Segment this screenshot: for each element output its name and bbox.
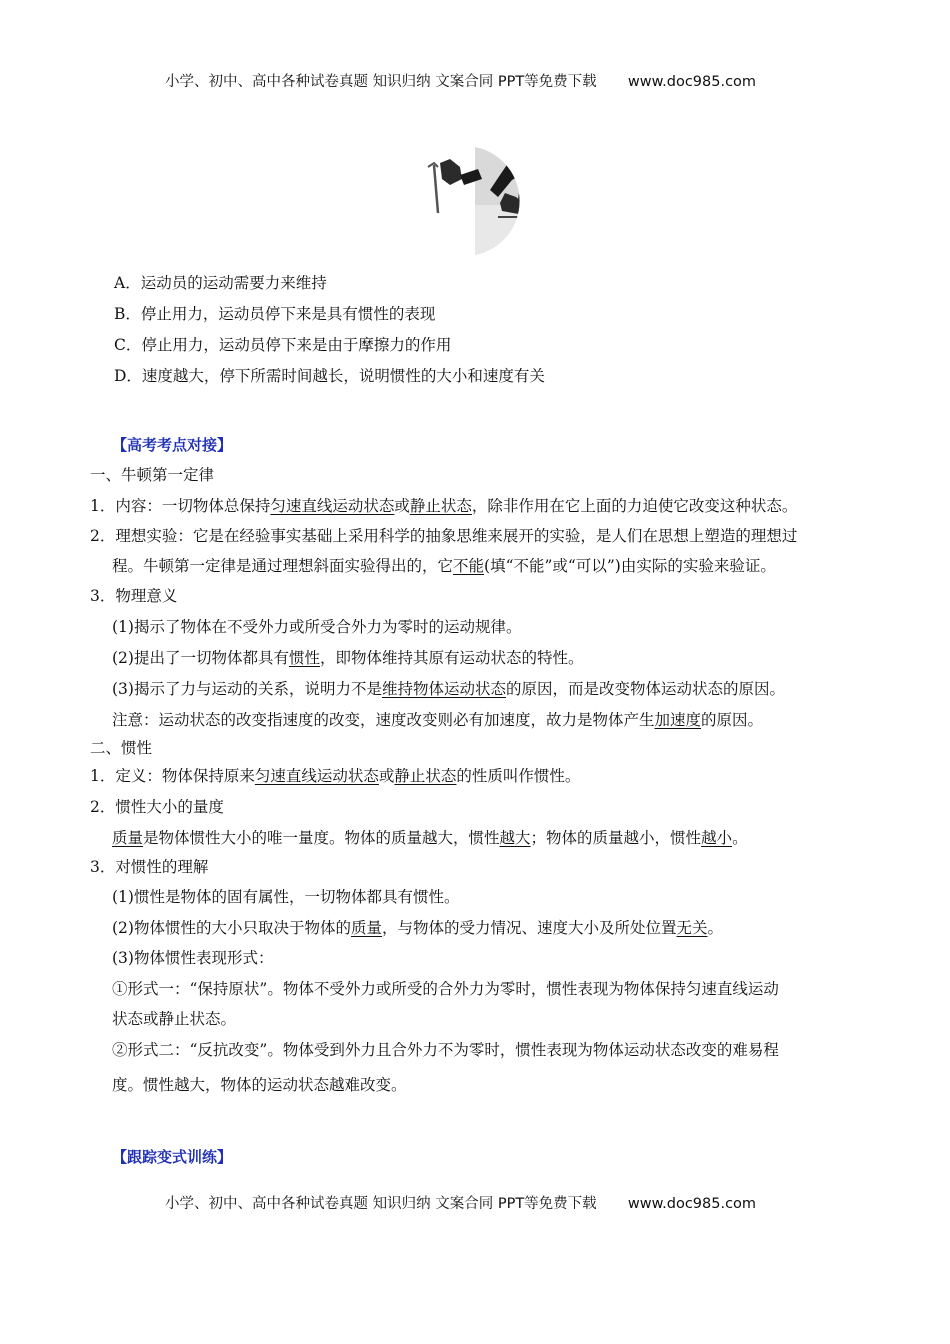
- text-span: 注意：运动状态的改变指速度的改变，速度改变则必有加速度，故力是物体产生: [112, 711, 655, 729]
- underlined-answer: 惯性: [288, 649, 320, 667]
- page-header: [165, 70, 756, 91]
- header-text: 小学、初中、高中各种试卷真题 知识归纳 文案合同 PPT等免费下载: [165, 74, 597, 90]
- p1-item2-line1: 2．理想实验：它是在经验事实基础上采用科学的抽象思维来展开的实验，是人们在思想上塑造的理想过: [90, 527, 798, 545]
- text-span: 的性质叫作惯性。: [456, 767, 581, 785]
- header-url: www.doc985.com: [627, 74, 757, 90]
- p2-sub3: (3)物体惯性表现形式：: [112, 949, 274, 967]
- p1-item2-line2: [112, 556, 776, 576]
- text-span: (3)揭示了力与运动的关系，说明力不是: [112, 680, 382, 698]
- p2-item3: 3．对惯性的理解: [90, 858, 209, 876]
- p1-item3: 3．物理意义: [90, 587, 178, 605]
- heading-inertia: 二、惯性: [90, 739, 153, 757]
- p2-item1: [90, 766, 580, 786]
- p1-note: [112, 710, 763, 730]
- p2-item2: 2．惯性大小的量度: [90, 798, 224, 816]
- text-span: 的原因。: [701, 711, 764, 729]
- underlined-answer: 匀速直线运动状态: [270, 497, 395, 515]
- section-title-gaokao: 【高考考点对接】: [112, 436, 233, 454]
- underlined-answer: 维持物体运动状态: [381, 680, 506, 698]
- text-span: (2)物体惯性的大小只取决于物体的: [112, 919, 351, 937]
- text-span: 。: [707, 919, 724, 937]
- text-span: ，除非作用在它上面的力迫使它改变这种状态。: [471, 497, 798, 515]
- underlined-answer: 质量: [350, 919, 382, 937]
- option-b: B．停止用力，运动员停下来是具有惯性的表现: [114, 305, 436, 323]
- underlined-answer: 静止状态: [394, 767, 457, 785]
- underlined-answer: 越大: [499, 829, 531, 847]
- p2-sub2: [112, 918, 723, 938]
- text-span: ，与物体的受力情况、速度大小及所处位置: [381, 919, 677, 937]
- p1-item1: [90, 496, 797, 516]
- text-span: 是物体惯性大小的唯一量度。物体的质量越大，惯性: [143, 829, 500, 847]
- p2-form2-line2: 度。惯性越大，物体的运动状态越难改变。: [112, 1076, 407, 1094]
- text-span: 。: [732, 829, 748, 847]
- text-span: (2)提出了一切物体都具有: [112, 649, 289, 667]
- text-span: ，即物体维持其原有运动状态的特性。: [319, 649, 584, 667]
- p2-form1-line1: ①形式一：“保持原状”。物体不受外力或所受的合外力为零时，惯性表现为物体保持匀速直线运动: [112, 980, 779, 998]
- text-span: (填“不能”或“可以”)由实际的实验来验证。: [484, 557, 776, 575]
- text-span: 程。牛顿第一定律是通过理想斜面实验得出的，它: [112, 557, 454, 575]
- text-span: 1．定义：物体保持原来: [90, 767, 255, 785]
- footer-url: www.doc985.com: [627, 1196, 757, 1212]
- underlined-answer: 静止状态: [409, 497, 472, 515]
- text-span: 或: [394, 497, 410, 515]
- skater-photo: [420, 145, 530, 257]
- p1-sub1: (1)揭示了物体在不受外力或所受合外力为零时的运动规律。: [112, 618, 522, 636]
- text-span: 1．内容：一切物体总保持: [90, 497, 271, 515]
- underlined-answer: 加速度: [654, 711, 702, 729]
- underlined-answer: 匀速直线运动状态: [254, 767, 379, 785]
- underlined-answer: 不能: [453, 557, 485, 575]
- underlined-answer: 无关: [676, 919, 708, 937]
- p2-form2-line1: ②形式二：“反抗改变”。物体受到外力且合外力不为零时，惯性表现为物体运动状态改变的难易程: [112, 1041, 779, 1059]
- underlined-answer: 越小: [701, 829, 733, 847]
- page-footer: [165, 1192, 756, 1213]
- underlined-answer: 质量: [112, 829, 144, 847]
- p2-item2-body: [112, 828, 748, 848]
- text-span: 或: [378, 767, 395, 785]
- p1-sub2: [112, 648, 584, 668]
- footer-text: 小学、初中、高中各种试卷真题 知识归纳 文案合同 PPT等免费下载: [165, 1196, 597, 1212]
- text-span: 的原因，而是改变物体运动状态的原因。: [505, 680, 785, 698]
- p2-form1-line2: 状态或静止状态。: [112, 1010, 237, 1028]
- option-d: D．速度越大，停下所需时间越长，说明惯性的大小和速度有关: [114, 367, 545, 385]
- section-title-tracking: 【跟踪变式训练】: [112, 1148, 233, 1166]
- option-a: A．运动员的运动需要力来维持: [114, 274, 327, 292]
- text-span: ；物体的质量越小，惯性: [530, 829, 702, 847]
- option-c: C．停止用力，运动员停下来是由于摩擦力的作用: [114, 336, 452, 354]
- p2-sub1: (1)惯性是物体的固有属性，一切物体都具有惯性。: [112, 888, 460, 906]
- p1-sub3: [112, 679, 785, 699]
- heading-newton-first-law: 一、牛顿第一定律: [90, 466, 215, 484]
